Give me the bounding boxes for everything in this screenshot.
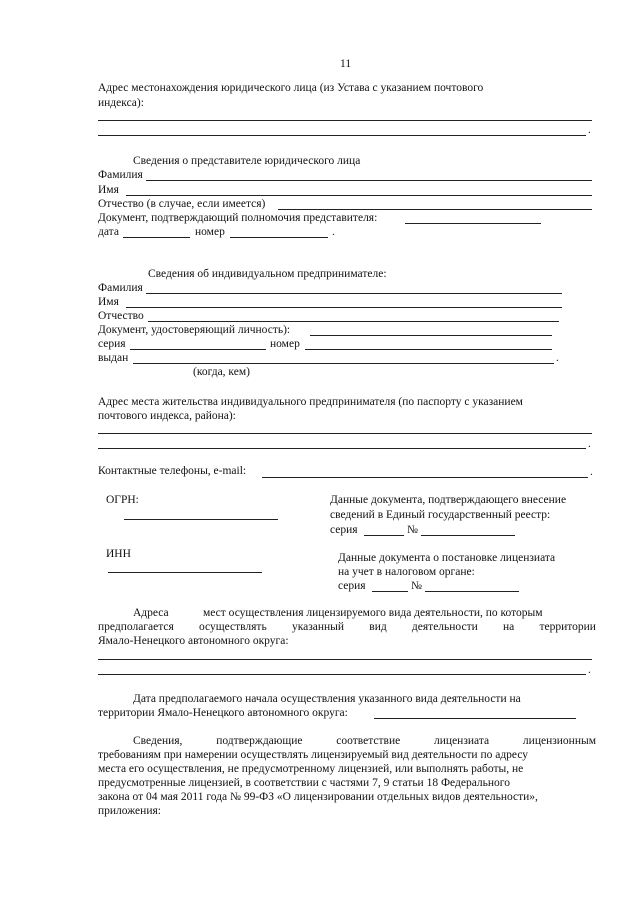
tax-desc-line2: на учет в налоговом органе:	[338, 566, 475, 578]
rep-date-label: дата	[98, 226, 119, 238]
ie-surname-label: Фамилия	[98, 282, 143, 294]
rep-date-field[interactable]	[123, 237, 190, 238]
entrepreneur-heading: Сведения об индивидуальном предпринимателе:	[148, 268, 387, 280]
ie-issued-label: выдан	[98, 352, 129, 364]
contacts-end-dot: .	[590, 466, 593, 478]
compliance-line3: места его осуществления, не предусмотренному лицензией, или выполнять работы, не	[98, 763, 524, 775]
contacts-field[interactable]	[262, 477, 588, 478]
address-field-2[interactable]	[98, 135, 586, 136]
tax-number-field[interactable]	[425, 591, 519, 592]
address-label-line2: индекса):	[98, 97, 144, 109]
tax-series-field[interactable]	[372, 591, 408, 592]
ogrn-field[interactable]	[124, 519, 278, 520]
rep-surname-field[interactable]	[146, 180, 592, 181]
ie-patronymic-field[interactable]	[148, 321, 559, 322]
representative-heading: Сведения о представителе юридического лица	[133, 155, 361, 167]
ie-number-label: номер	[270, 338, 300, 350]
activity-places-line2: предполагается осуществлять указанный вид деятельности на территории	[98, 621, 596, 633]
rep-number-field[interactable]	[230, 237, 328, 238]
registry-number-field[interactable]	[421, 535, 515, 536]
registry-desc-line2: сведений в Единый государственный реестр:	[330, 509, 551, 521]
rep-surname-label: Фамилия	[98, 169, 143, 181]
ie-surname-field[interactable]	[146, 293, 562, 294]
rep-end-dot: .	[332, 226, 335, 238]
residence-end-dot: .	[588, 438, 591, 450]
ie-name-field[interactable]	[126, 307, 562, 308]
address-label-line1: Адрес местонахождения юридического лица (из Устава с указанием почтового	[98, 82, 484, 94]
activity-places-word1: Адреса	[133, 607, 169, 619]
ie-issued-end-dot: .	[556, 352, 559, 364]
activity-places-field-2[interactable]	[98, 674, 586, 675]
start-date-line1: Дата предполагаемого начала осуществления указанного вида деятельности на	[133, 693, 521, 705]
ie-id-document-field[interactable]	[310, 335, 552, 336]
ie-issued-field[interactable]	[133, 363, 554, 364]
registry-series-field[interactable]	[364, 535, 404, 536]
compliance-line1: Сведения, подтверждающие соответствие лицензиата лицензионным	[133, 735, 596, 747]
ogrn-label: ОГРН:	[106, 494, 139, 506]
residence-field-1[interactable]	[98, 433, 592, 434]
ie-name-label: Имя	[98, 296, 119, 308]
rep-document-field[interactable]	[405, 223, 541, 224]
rep-name-field[interactable]	[126, 195, 592, 196]
address-end-dot: .	[588, 124, 591, 136]
inn-label: ИНН	[106, 548, 131, 560]
compliance-line2: требованиям при намерении осуществлять лицензируемый вид деятельности по адресу	[98, 749, 529, 761]
residence-label-line1: Адрес места жительства индивидуального предпринимателя (по паспорту с указанием	[98, 396, 523, 408]
residence-field-2[interactable]	[98, 448, 586, 449]
rep-document-label: Документ, подтверждающий полномочия представителя:	[98, 212, 378, 224]
start-date-field[interactable]	[374, 718, 576, 719]
start-date-line2: территории Ямало-Ненецкого автономного округа:	[98, 707, 348, 719]
ie-id-document-label: Документ, удостоверяющий личность):	[98, 324, 291, 336]
ie-series-label: серия	[98, 338, 126, 350]
activity-places-field-1[interactable]	[98, 659, 592, 660]
compliance-line4: предусмотренные лицензией, в соответствии с частями 7, 9 статьи 18 Федерального	[98, 777, 510, 789]
rep-patronymic-field[interactable]	[278, 209, 592, 210]
registry-number-label: №	[407, 524, 418, 536]
activity-places-end-dot: .	[588, 664, 591, 676]
activity-places-line1-rest: мест осуществления лицензируемого вида деятельности, по которым	[203, 607, 543, 619]
tax-number-label: №	[411, 580, 422, 592]
tax-series-label: серия	[338, 580, 366, 592]
inn-field[interactable]	[108, 572, 262, 573]
ie-number-field[interactable]	[305, 349, 552, 350]
compliance-line5: закона от 04 мая 2011 года № 99-ФЗ «О лицензировании отдельных видов деятельности»,	[98, 791, 538, 803]
ie-series-field[interactable]	[130, 349, 266, 350]
rep-number-label: номер	[195, 226, 225, 238]
registry-desc-line1: Данные документа, подтверждающего внесение	[330, 494, 567, 506]
rep-patronymic-label: Отчество (в случае, если имеется)	[98, 198, 266, 210]
address-field-1[interactable]	[98, 120, 592, 121]
ie-patronymic-label: Отчество	[98, 310, 144, 322]
page-number: 11	[340, 58, 352, 70]
residence-label-line2: почтового индекса, района):	[98, 410, 236, 422]
compliance-line6: приложения:	[98, 805, 161, 817]
ie-issued-hint: (когда, кем)	[193, 366, 250, 378]
contacts-label: Контактные телефоны, e-mail:	[98, 465, 247, 477]
tax-desc-line1: Данные документа о постановке лицензиата	[338, 552, 556, 564]
activity-places-line3: Ямало-Ненецкого автономного округа:	[98, 635, 289, 647]
registry-series-label: серия	[330, 524, 358, 536]
rep-name-label: Имя	[98, 184, 119, 196]
